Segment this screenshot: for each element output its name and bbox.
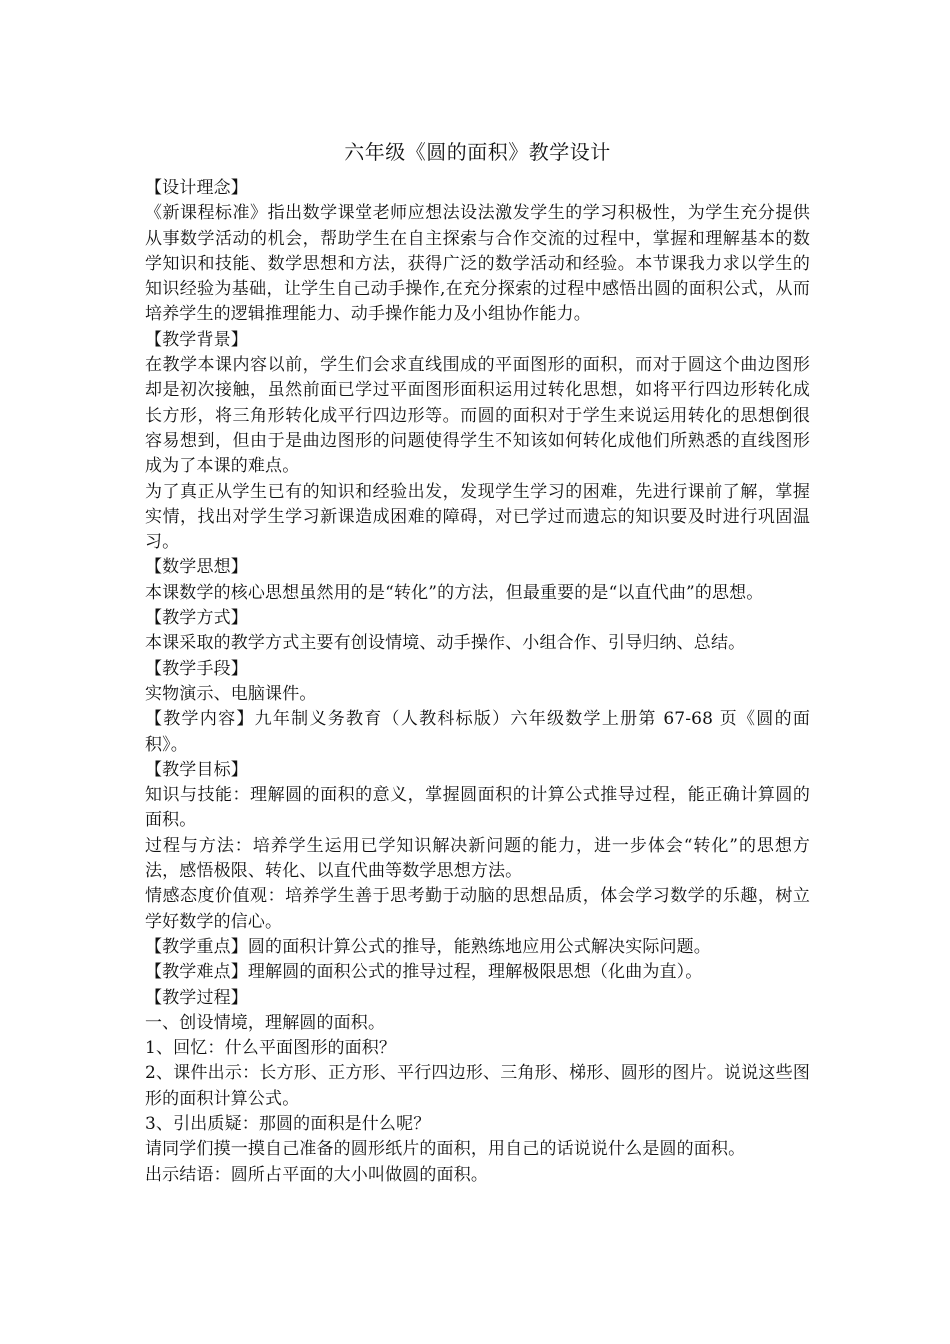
section-heading-goals: 【教学目标】: [145, 759, 248, 780]
paragraph-process-6: 出示结语：圆所占平面的大小叫做圆的面积。: [145, 1164, 488, 1185]
paragraph-goal-1: 知识与技能：理解圆的面积的意义，掌握圆面积的计算公式推导过程，能正确计算圆的面积。: [145, 785, 810, 831]
paragraph-background-2: 为了真正从学生已有的知识和经验出发，发现学生学习的困难，先进行课前了解，掌握实情，找出对学生学习新课造成困难的障碍，对已学过而遗忘的知识要及时进行巩固温习。: [145, 481, 810, 553]
paragraph-process-1: 一、创设情境，理解圆的面积。: [145, 1012, 386, 1033]
document-body: [145, 132, 810, 1188]
paragraph-concept: 《新课程标准》指出数学课堂老师应想法设法激发学生的学习积极性，为学生充分提供从事数学活动的机会，帮助学生在自主探索与合作交流的过程中，掌握和理解基本的数学知识和技能、数学思想和方法，获得广泛的数学活动和经验。本节课我力求以学生的知识经验为基础，让学生自己动手操作,在充分探索的过程中感悟出圆的面积公式，从而培养学生的逻辑推理能力、动手操作能力及小组协作能力。: [145, 203, 810, 325]
paragraph-content: [145, 707, 810, 758]
paragraph-process-5: 请同学们摸一摸自己准备的圆形纸片的面积，用自己的话说说什么是圆的面积。: [145, 1139, 746, 1160]
paragraph-process-2: 1、回忆：什么平面图形的面积？: [145, 1038, 397, 1059]
paragraph-method: 本课采取的教学方式主要有创设情境、动手操作、小组合作、引导归纳、总结。: [145, 633, 746, 654]
document-title: 六年级《圆的面积》教学设计: [344, 140, 611, 164]
section-heading-method: 【教学方式】: [145, 608, 248, 629]
section-heading-key: 【教学重点】: [145, 936, 248, 957]
section-heading-concept: 【设计理念】: [145, 178, 248, 198]
paragraph-thought: 本课数学的核心思想虽然用的是“转化”的方法，但最重要的是“以直代曲”的思想。: [145, 582, 764, 603]
paragraph-goal-3: 情感态度价值观：培养学生善于思考勤于动脑的思想品质，体会学习数学的乐趣，树立学好数学的信心。: [145, 886, 810, 932]
section-heading-means: 【教学手段】: [145, 658, 248, 679]
paragraph-goal-2: 过程与方法：培养学生运用已学知识解决新问题的能力，进一步体会“转化”的思想方法，感悟极限、转化、以直代曲等数学思想方法。: [145, 835, 810, 882]
section-heading-process: 【教学过程】: [145, 987, 248, 1008]
section-heading-background: 【教学背景】: [145, 329, 248, 350]
paragraph-process-4: 3、引出质疑：那圆的面积是什么呢？: [145, 1113, 431, 1134]
section-heading-thought: 【数学思想】: [145, 557, 248, 578]
paragraph-difficulty: [145, 960, 810, 985]
paragraph-key: [145, 935, 810, 960]
section-heading-difficulty: 【教学难点】: [145, 962, 248, 983]
paragraph-content-text: 九年制义务教育（人教科标版）六年级数学上册第 67-68 页《圆的面积》。: [145, 709, 810, 755]
section-heading-content: 【教学内容】: [145, 709, 255, 730]
paragraph-process-3: 2、课件出示：长方形、正方形、平行四边形、三角形、梯形、圆形的图片。说说这些图形的面积计算公式。: [145, 1063, 810, 1109]
paragraph-key-text: 圆的面积计算公式的推导，能熟练地应用公式解决实际问题。: [247, 936, 711, 957]
paragraph-difficulty-text: 理解圆的面积公式的推导过程，理解极限思想（化曲为直）。: [247, 962, 703, 983]
paragraph-background-1: 在教学本课内容以前，学生们会求直线围成的平面图形的面积，而对于圆这个曲边图形却是初次接触，虽然前面已学过平面图形面积运用过转化思想，如将平行四边形转化成长方形，将三角形转化成平行四边形等。而圆的面积对于学生来说运用转化的思想倒很容易想到，但由于是曲边图形的问题使得学生不知该如何转化成他们所熟悉的直线图形成为了本课的难点。: [145, 355, 810, 477]
paragraph-means: 实物演示、电脑课件。: [145, 683, 317, 704]
